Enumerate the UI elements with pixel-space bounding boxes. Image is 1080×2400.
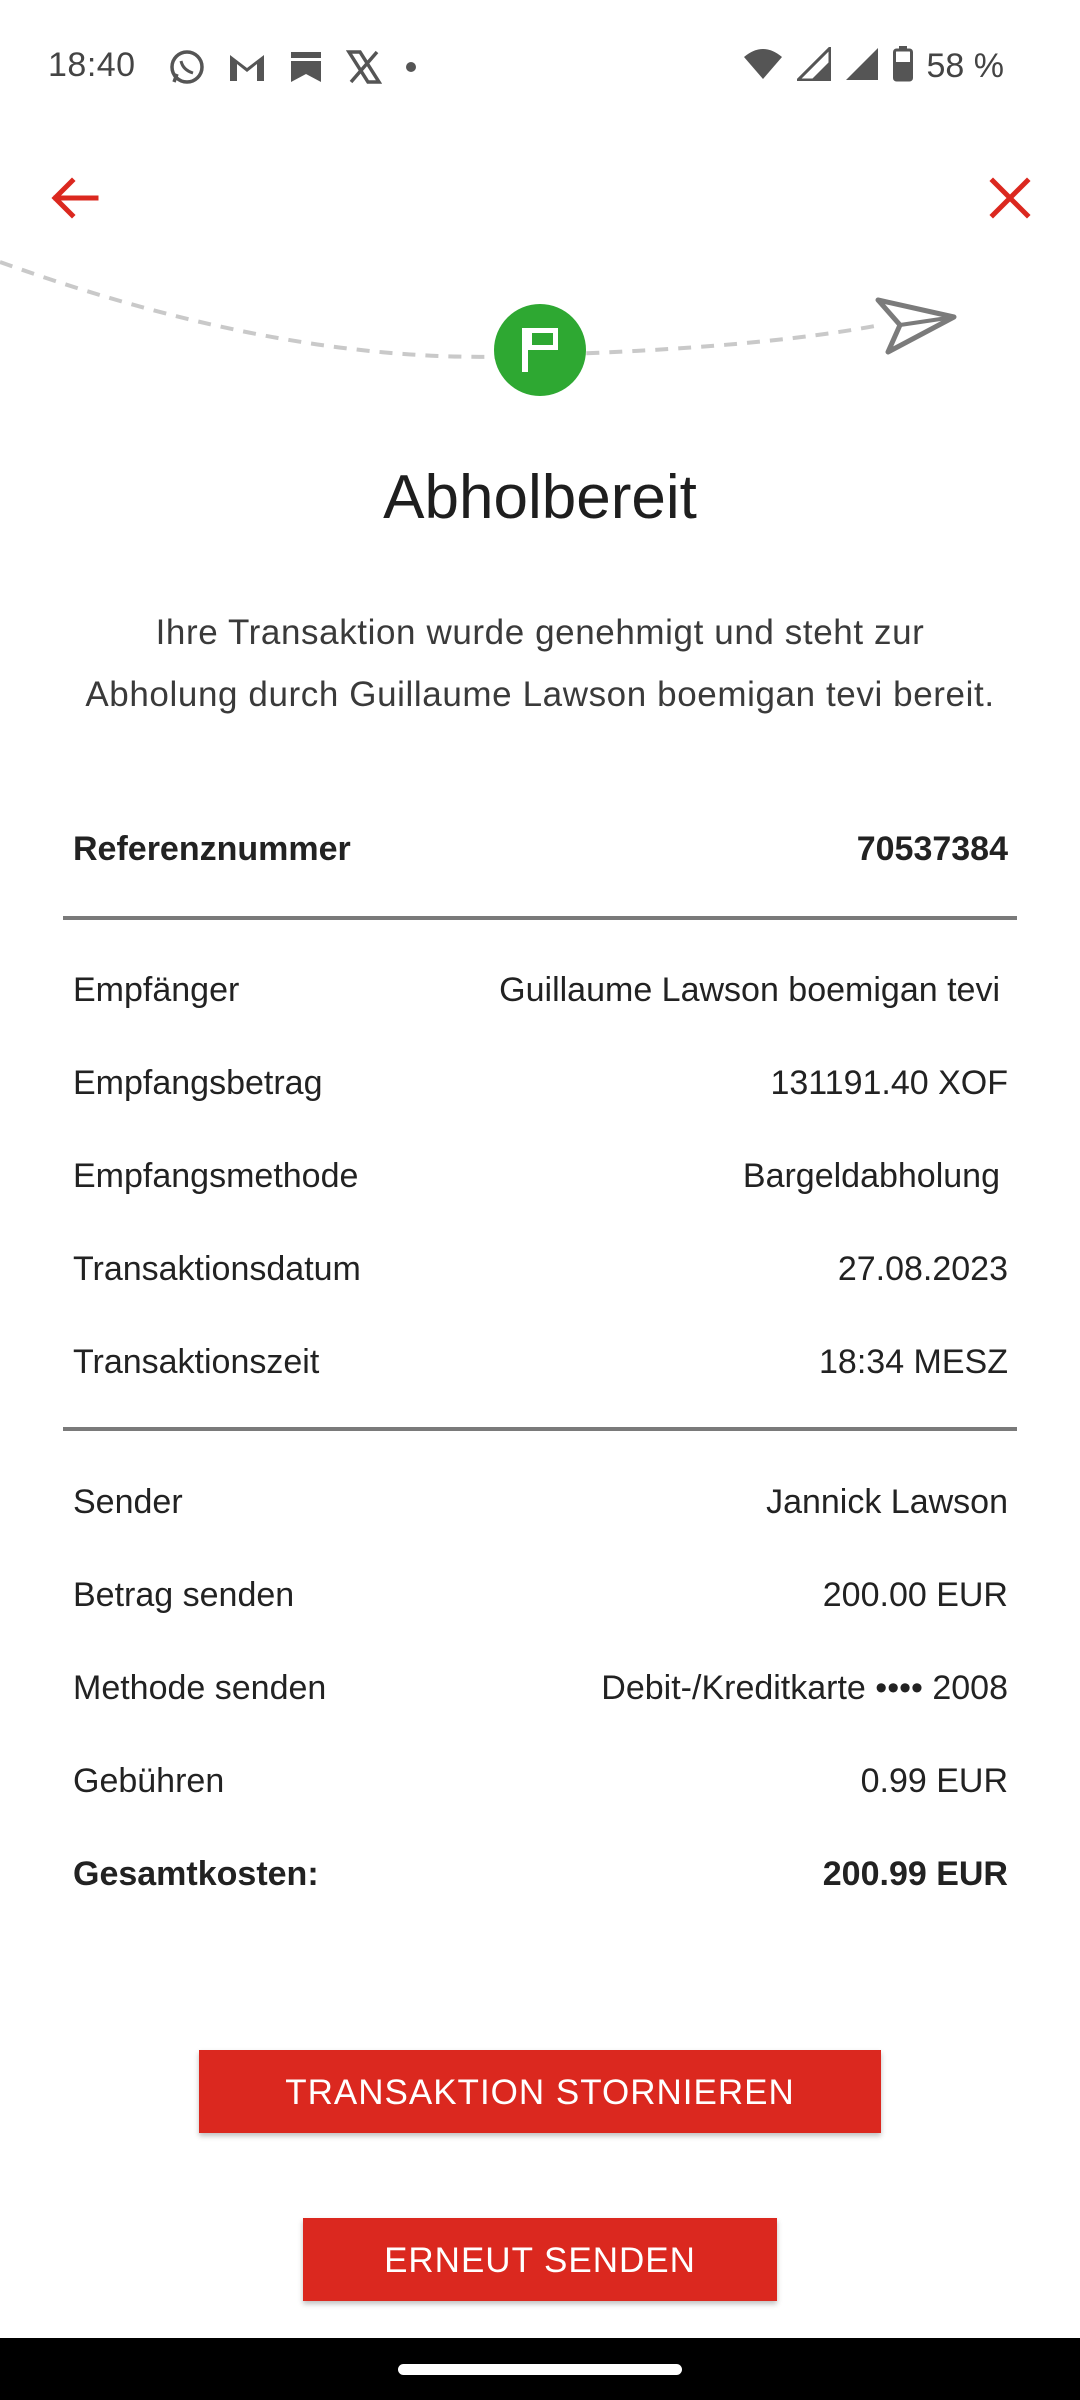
detail-row-transaction-time	[73, 1332, 1008, 1392]
fees-value: 0.99 EUR	[860, 1761, 1008, 1800]
signal-icon-2	[845, 47, 879, 86]
transaction-date-value: 27.08.2023	[837, 1249, 1008, 1288]
sender-label: Sender	[73, 1482, 183, 1521]
send-method-label: Methode senden	[73, 1668, 327, 1707]
detail-row-receive-amount	[73, 1053, 1008, 1113]
battery-percent: 58 %	[926, 47, 1004, 85]
signal-icon	[797, 47, 831, 86]
recipient-value: Guillaume Lawson boemigan tevi	[499, 970, 1000, 1009]
status-title: Abholbereit	[383, 463, 697, 532]
notification-icons	[168, 48, 440, 91]
reference-label: Referenznummer	[73, 829, 351, 868]
recipient-label: Empfänger	[73, 970, 240, 1009]
wifi-icon	[743, 47, 783, 86]
status-description: Ihre Transaktion wurde genehmigt und steht zur Abholung durch Guillaume Lawson boemigan tevi bereit.	[85, 613, 995, 714]
close-icon	[980, 168, 1040, 228]
pickup-ready-status-icon	[494, 304, 586, 396]
transaction-date-label: Transaktionsdatum	[73, 1249, 361, 1288]
whatsapp-icon	[168, 48, 206, 91]
detail-row-sender	[73, 1472, 1008, 1532]
status-time: 18:40	[48, 46, 136, 84]
receive-method-value: Bargeldabholung	[742, 1156, 1000, 1195]
detail-row-fees	[73, 1751, 1008, 1811]
detail-row-send-method	[73, 1658, 1008, 1718]
receive-method-label: Empfangsmethode	[73, 1156, 359, 1195]
x-icon	[346, 50, 382, 89]
resend-button[interactable]: ERNEUT SENDEN	[303, 2218, 777, 2301]
total-value: 200.99 EUR	[822, 1854, 1008, 1893]
detail-row-transaction-date	[73, 1239, 1008, 1299]
gmail-icon	[228, 51, 266, 88]
dot-icon	[404, 60, 418, 79]
fees-label: Gebühren	[73, 1761, 225, 1800]
arrow-left-icon	[44, 168, 104, 228]
sender-value: Jannick Lawson	[766, 1482, 1008, 1521]
detail-row-receive-method	[73, 1146, 1008, 1206]
total-row	[73, 1844, 1008, 1904]
reference-value: 70537384	[856, 829, 1008, 868]
status-bar	[0, 0, 1080, 135]
system-icons	[729, 46, 1005, 87]
close-button[interactable]	[980, 168, 1040, 228]
send-amount-value: 200.00 EUR	[822, 1575, 1008, 1614]
send-amount-label: Betrag senden	[73, 1575, 295, 1614]
send-method-value: Debit-/Kreditkarte •••• 2008	[601, 1668, 1008, 1707]
reference-row	[73, 819, 1008, 879]
transaction-time-value: 18:34 MESZ	[819, 1342, 1008, 1381]
detail-row-recipient	[73, 960, 1008, 1020]
receive-amount-value: 131191.40 XOF	[770, 1063, 1008, 1102]
cancel-transaction-button[interactable]: TRANSAKTION STORNIEREN	[199, 2050, 881, 2133]
detail-row-send-amount	[73, 1565, 1008, 1625]
receive-amount-label: Empfangsbetrag	[73, 1063, 323, 1102]
divider	[63, 916, 1017, 920]
send-icon	[870, 292, 960, 362]
bookmark-icon	[288, 49, 324, 90]
divider	[63, 1427, 1017, 1431]
transaction-time-label: Transaktionszeit	[73, 1342, 320, 1381]
back-button[interactable]	[44, 168, 104, 228]
total-label: Gesamtkosten:	[73, 1854, 319, 1893]
flag-icon	[494, 304, 586, 396]
home-gesture-handle[interactable]	[398, 2364, 682, 2375]
battery-icon	[893, 46, 913, 87]
